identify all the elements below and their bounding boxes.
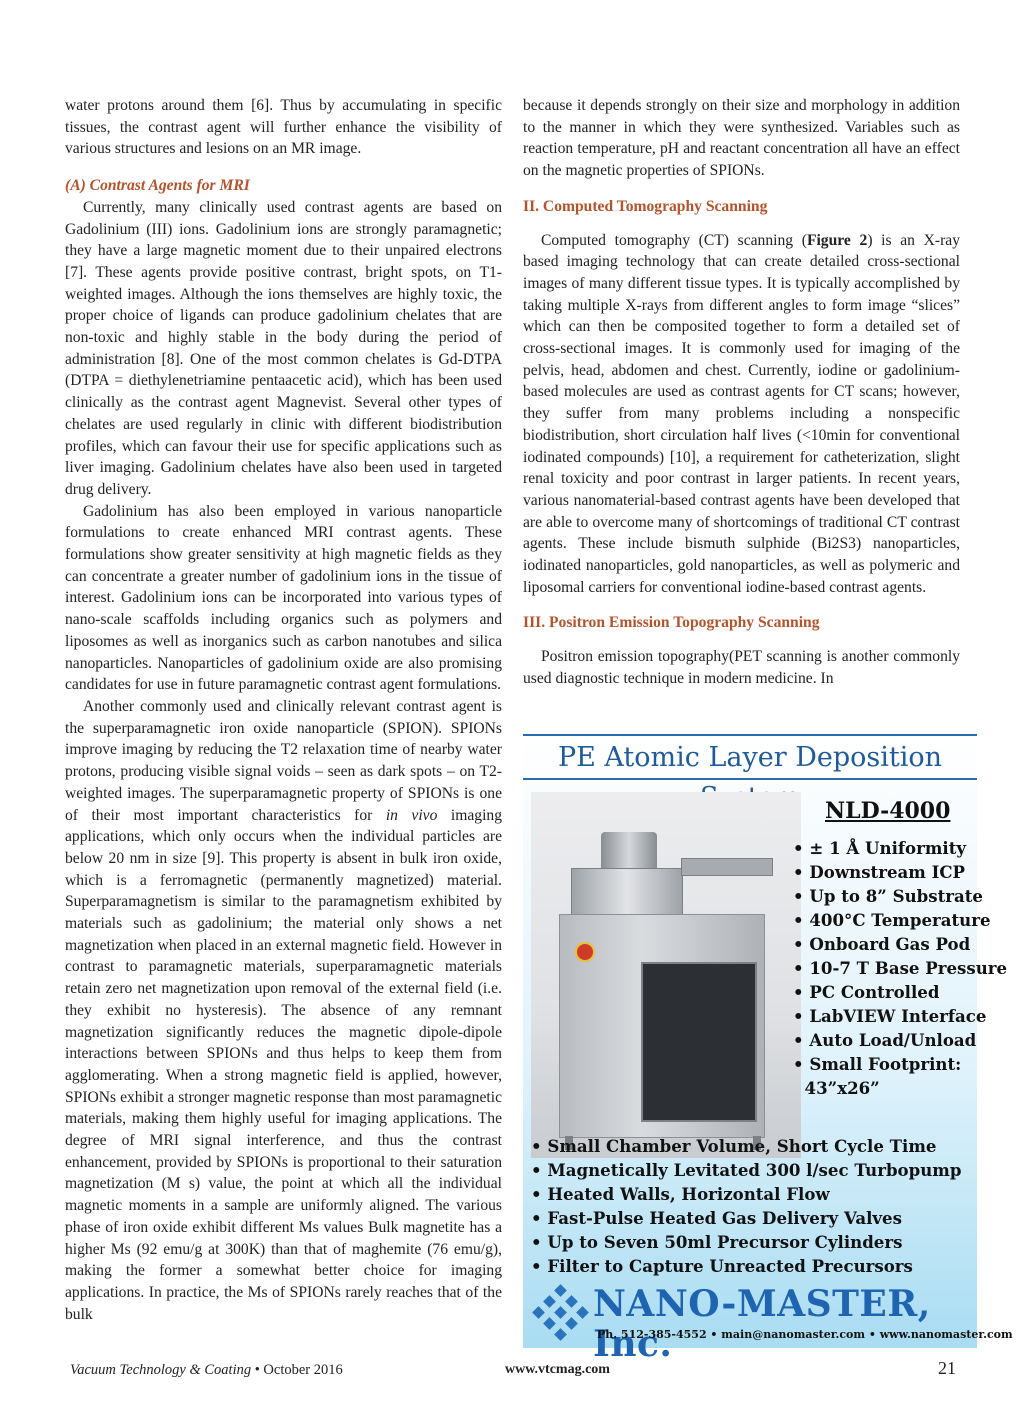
model-name: NLD-4000	[825, 798, 951, 824]
machine-window	[641, 962, 757, 1122]
right-column	[523, 95, 960, 690]
feature-item: • Fast-Pulse Heated Gas Delivery Valves	[531, 1208, 902, 1228]
spec-item: • Up to 8” Substrate	[793, 886, 983, 906]
issue-date: • October 2016	[251, 1362, 343, 1378]
feature-item: • Magnetically Levitated 300 l/sec Turbopump	[531, 1160, 962, 1180]
paragraph: Currently, many clinically used contrast agents are based on Gadolinium (III) ions. Gadolinium ions are strongly paramagnetic; they have a large magnetic moment due to their unpaired electrons [7]. These agents provide positive contrast, bright spots, on T1-weighted images. Although the ions themselves are highly toxic, the proper choice of ligands can produce gadolinium chelates that are non-toxic and highly stable in the body during the period of administration [8]. One of the most common chelates is Gd-DTPA (DTPA = diethylenetriamine pentaacetic acid), which has been used clinically as the contrast agent Magnevist. Several other types of chelates are used regularly in clinic with different biodistribution profiles, which can favour their use for specific applications such as liver imaging. Gadolinium chelates have also been used in targeted drug delivery.	[65, 198, 502, 498]
machine-chamber	[571, 868, 683, 920]
spec-item: • PC Controlled	[793, 982, 940, 1002]
feature-item: • Up to Seven 50ml Precursor Cylinders	[531, 1232, 903, 1252]
paragraph: Positron emission topography(PET scanning is another commonly used diagnostic technique in modern medicine. In	[523, 648, 960, 687]
section-heading-pet: III. Positron Emission Topography Scanning	[523, 614, 820, 632]
page-number: 21	[938, 1358, 956, 1378]
italic-term: in vivo	[385, 806, 438, 824]
spec-item: • Onboard Gas Pod	[793, 934, 971, 954]
emergency-stop-icon	[575, 942, 595, 962]
feature-list	[531, 1134, 971, 1278]
footer-website[interactable]: www.vtcmag.com	[505, 1362, 610, 1377]
journal-name: Vacuum Technology & Coating	[70, 1362, 252, 1378]
machine-cylinder	[601, 832, 657, 872]
spec-item: • Downstream ICP	[793, 862, 966, 882]
paragraph	[523, 230, 960, 599]
advertisement	[523, 734, 1013, 1365]
spec-item: • Auto Load/Unload	[793, 1030, 977, 1050]
left-column	[65, 95, 502, 1325]
machine-arm	[681, 858, 773, 876]
nanomaster-logo-icon	[529, 1284, 599, 1344]
feature-item: • Small Chamber Volume, Short Cycle Time	[531, 1136, 937, 1156]
spec-list	[793, 836, 1008, 1100]
spec-item: • LabVIEW Interface	[793, 1006, 987, 1026]
text-run: imaging applications, which only occurs when the individual particles are below 20 nm in size [9]. This property is absent in bulk iron oxide, which is a ferromagnetic (permanently magnetized) material. Superparamagnetism is similar to the paramagnetism exhibited by materials such as gadolinium; the material only shows a net magnetization when placed in an external magnetic field. However in contrast to paramagnetic materials, superparamagnetic materials retain zero net magnetization upon removal of the external field (i.e. they exhibit no hysteresis). The absence of any remnant magnetization significantly reduces the magnetic dipole-dipole interactions between SPIONs and thus helps to keep them from agglomerating. When a strong magnetic field is applied, however, SPIONs exhibit a stronger magnetic response than most paramagnetic materials, making them highly useful for imaging applications. The degree of MRI signal interference, and thus the contrast enhancement, provided by SPIONs is proportional to their saturation magnetization (M s) value, the point at which all the individual magnetic moments in a sample are uniformly aligned. The various phase of iron oxide exhibit different Ms values Bulk magnetite has a higher Ms (92 emu/g at 300K) than that of maghemite (76 emu/g), making the former a somewhat better choice for imaging applications. In practice, the Ms of SPIONs rarely reaches that of the bulk	[65, 806, 502, 1323]
spec-item: • Small Footprint:	[793, 1054, 962, 1074]
subheading-contrast-agents: (A) Contrast Agents for MRI	[65, 177, 250, 195]
spec-item: • 10-7 T Base Pressure	[793, 958, 1008, 978]
feature-item: • Filter to Capture Unreacted Precursors	[531, 1256, 913, 1276]
paragraph: because it depends strongly on their size and morphology in addition to the manner in which they were synthesized. Variables such as reaction temperature, pH and reactant concentration all have an effect on the magnetic properties of SPIONs.	[523, 97, 960, 180]
machine-photo	[531, 792, 801, 1158]
text-run: Another commonly used and clinically relevant contrast agent is the superparamagnetic iron oxide nanoparticle (SPION). SPIONs improve imaging by reducing the T2 relaxation time of nearby water protons, producing visible signal voids – seen as dark spots – on T2-weighted images. The superparamagnetic property of SPIONs is one of their most important characteristics for	[65, 697, 502, 824]
footer-journal	[70, 1362, 343, 1379]
spec-item: • ± 1 Å Uniformity	[793, 838, 966, 858]
feature-item: • Heated Walls, Horizontal Flow	[531, 1184, 830, 1204]
figure-reference: Figure 2	[806, 231, 868, 249]
paragraph: Gadolinium has also been employed in various nanoparticle formulations to create enhanced MRI contrast agents. These formulations show greater sensitivity at high magnetic fields as they can concentrate a greater number of gadolinium ions in the tissue of interest. Gadolinium ions can be incorporated into various types of nano-scale scaffolds including organics such as polymers and liposomes as well as inorganics such as carbon nanotubes and silica nanoparticles. Nanoparticles of gadolinium oxide are also promising candidates for use in future paramagnetic contrast agent formulations.	[65, 502, 502, 694]
spec-item: 43”x26”	[793, 1078, 880, 1098]
company-contact: Ph. 512-385-4552 • main@nanomaster.com • www.nanomaster.com	[597, 1328, 1013, 1341]
company-name: NANO-MASTER, Inc.	[593, 1283, 931, 1365]
spec-item: • 400°C Temperature	[793, 910, 991, 930]
ad-title: PE Atomic Layer Deposition	[523, 738, 977, 780]
paragraph: water protons around them [6]. Thus by accumulating in specific tissues, the contrast agent will further enhance the visibility of various structures and lesions on an MR image.	[65, 97, 502, 158]
paragraph	[65, 696, 502, 1325]
text-run: ) is an X-ray based imaging technology that can create detailed cross-sectional images of many different tissue types. It is typically accomplished by taking multiple X-rays from different angles to form image “slices” which can then be composited together to form a detailed set of cross-sectional images. It is commonly used for imaging of the pelvis, head, abdomen and chest. Currently, iodine or gadolinium-based molecules are used as contrast agents for CT scans; however, they suffer from many problems including a nonspecific biodistribution, short circulation half lives (<10min for conventional iodinated compounds) [10], a requirement for catheterization, slight renal toxicity and poor contrast in larger patients. In recent years, various nanomaterial-based contrast agents have been developed that are able to overcome many of shortcomings of traditional CT contrast agents. These include bismuth sulphide (Bi2S3) nanoparticles, iodinated nanoparticles, gold nanoparticles, as well as polymeric and liposomal carriers for conventional iodine-based contrast agents.	[523, 231, 960, 596]
text-run: Computed tomography (CT) scanning (	[541, 231, 807, 249]
section-heading-ct: II. Computed Tomography Scanning	[523, 197, 768, 215]
